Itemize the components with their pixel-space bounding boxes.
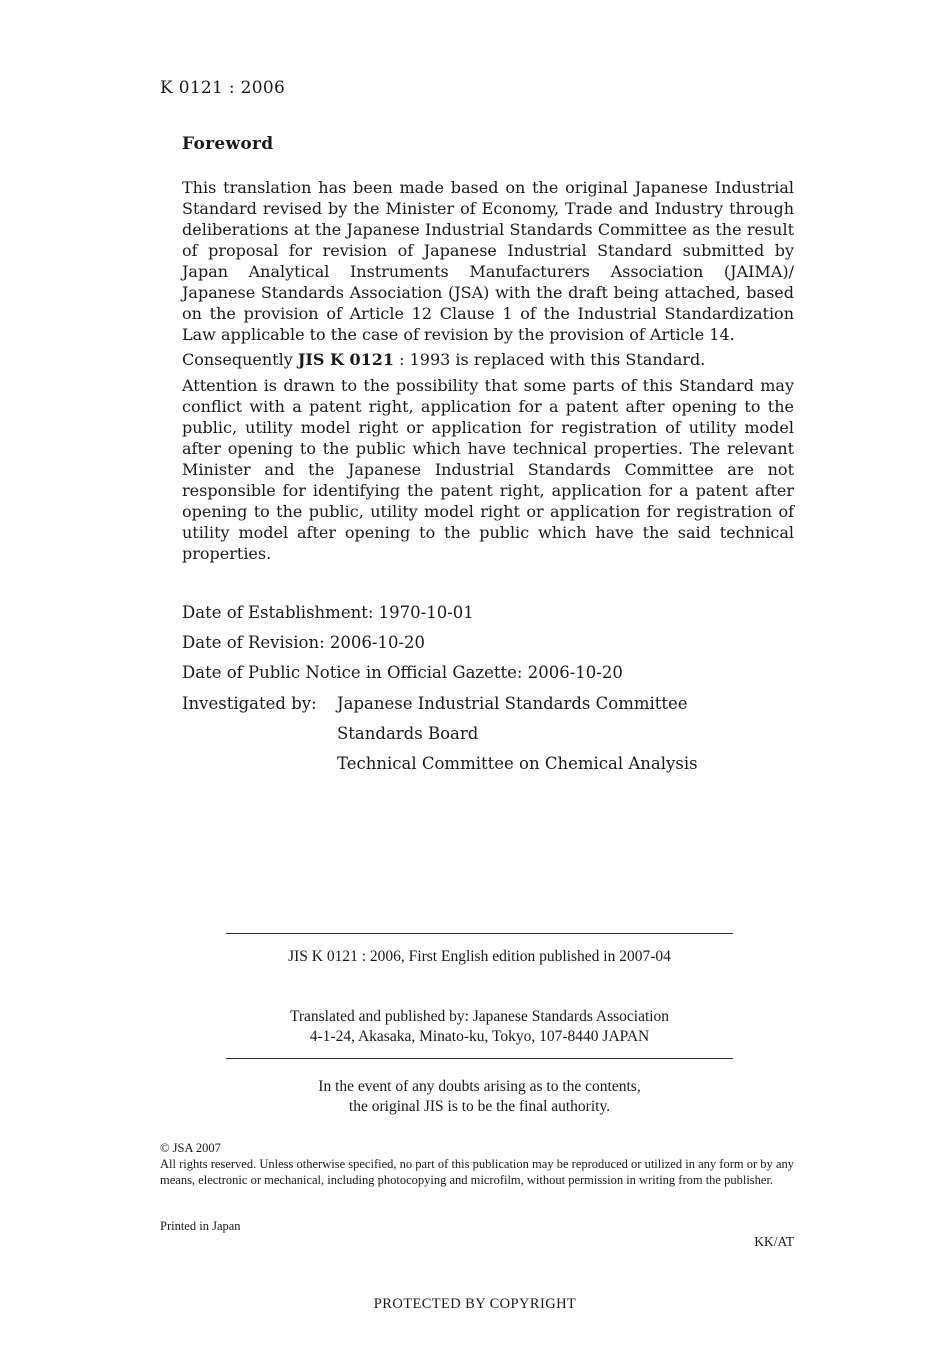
date-of-revision: Date of Revision: 2006-10-20: [182, 633, 426, 652]
foreword-paragraph-1: This translation has been made based on the original Japanese Industrial Standard revised by the Minister of Economy, Trade and Industry through deliberations at the Japanese Industrial Standards Committee as the result of proposal for revision of Japanese Industrial Standard submitted by Japan Analytical Instruments Manufacturers Association (JAIMA)/ Japanese Standards Association (JSA) with the draft being attached, based on the provision of Article 12 Clause 1 of the Industrial Standardization Law applicable to the case of revision by the provision of Article 14.: [182, 178, 794, 344]
publisher-info: Translated and published by: Japanese Standards Association: [289, 1008, 670, 1025]
edition-info: JIS K 0121 : 2006, First English edition published in 2007-04: [288, 948, 671, 965]
investigator-item: Japanese Industrial Standards Committee: [337, 694, 688, 713]
foreword-heading: Foreword: [182, 134, 274, 154]
authority-notice-line-2: the original JIS is to be the final authority.: [348, 1098, 611, 1115]
replacement-prefix: Consequently: [182, 350, 298, 369]
divider-top: [226, 933, 733, 934]
date-of-establishment: Date of Establishment: 1970-10-01: [182, 603, 474, 622]
foreword-paragraph-3: Attention is drawn to the possibility that some parts of this Standard may conflict with a patent right, application for a patent after opening to the public, utility model right or application for registration of utility model after opening to the public which have technical properties. The relevant Minister and the Japanese Industrial Standards Committee are not responsible for identifying the patent right, application for a patent after opening to the public, utility model right or application for registration of utility model after opening to the public which have the said technical properties.: [182, 376, 794, 563]
copyright-footer: PROTECTED BY COPYRIGHT: [373, 1296, 577, 1312]
printed-in: Printed in Japan: [160, 1219, 241, 1233]
copyright-notice: © JSA 2007: [160, 1141, 221, 1155]
print-code: KK/AT: [754, 1234, 794, 1249]
date-of-public-notice: Date of Public Notice in Official Gazette: 2006-10-20: [182, 663, 623, 682]
replacement-suffix: : 1993 is replaced with this Standard.: [394, 350, 706, 369]
replaced-standard-code: JIS K 0121: [297, 350, 395, 369]
investigator-item: Technical Committee on Chemical Analysis: [337, 754, 698, 773]
rights-statement: All rights reserved. Unless otherwise specified, no part of this publication may be reproduced or utilized in any form or by any means, electronic or mechanical, including photocopying and microfilm, without permission in writing from the publisher.: [160, 1157, 794, 1187]
authority-notice-line-1: In the event of any doubts arising as to the contents,: [318, 1078, 641, 1095]
investigated-by-label: Investigated by:: [182, 694, 317, 713]
publisher-address: 4-1-24, Akasaka, Minato-ku, Tokyo, 107-8440 JAPAN: [309, 1028, 650, 1045]
document-code-header: K 0121 : 2006: [160, 78, 286, 98]
divider-bottom: [226, 1058, 733, 1059]
investigator-item: Standards Board: [337, 724, 479, 743]
foreword-paragraph-2: [182, 349, 794, 370]
